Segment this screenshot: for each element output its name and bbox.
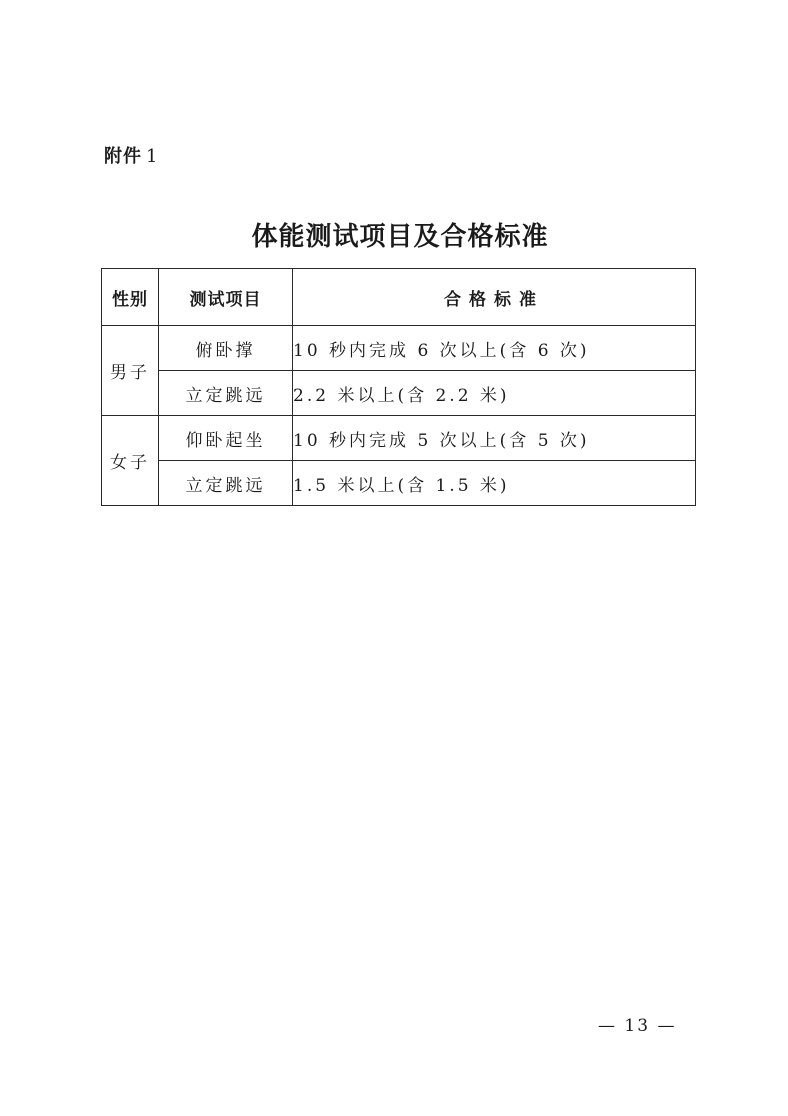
item-cell: 立定跳远 xyxy=(159,461,293,506)
standard-cell: 10 秒内完成 6 次以上(含 6 次) xyxy=(293,326,696,371)
gender-cell-male: 男子 xyxy=(102,326,159,416)
header-gender: 性别 xyxy=(102,269,159,326)
table-row xyxy=(102,416,696,461)
attachment-number: 1 xyxy=(146,146,159,167)
page-title: 体能测试项目及合格标准 xyxy=(251,222,549,252)
header-item: 测试项目 xyxy=(159,269,293,326)
standard-cell: 1.5 米以上(含 1.5 米) xyxy=(293,461,696,506)
item-cell: 俯卧撑 xyxy=(159,326,293,371)
page-number: — 13 — xyxy=(598,1016,677,1036)
header-standard: 合格标准 xyxy=(293,269,696,326)
item-cell: 立定跳远 xyxy=(159,371,293,416)
fitness-standards-table xyxy=(101,268,696,506)
attachment-label-text: 附件 xyxy=(104,146,142,167)
item-cell: 仰卧起坐 xyxy=(159,416,293,461)
table-header-row xyxy=(102,269,696,326)
table-row xyxy=(102,326,696,371)
standard-cell: 2.2 米以上(含 2.2 米) xyxy=(293,371,696,416)
gender-cell-female: 女子 xyxy=(102,416,159,506)
attachment-label xyxy=(104,142,158,168)
table-row xyxy=(102,461,696,506)
table-row xyxy=(102,371,696,416)
standard-cell: 10 秒内完成 5 次以上(含 5 次) xyxy=(293,416,696,461)
